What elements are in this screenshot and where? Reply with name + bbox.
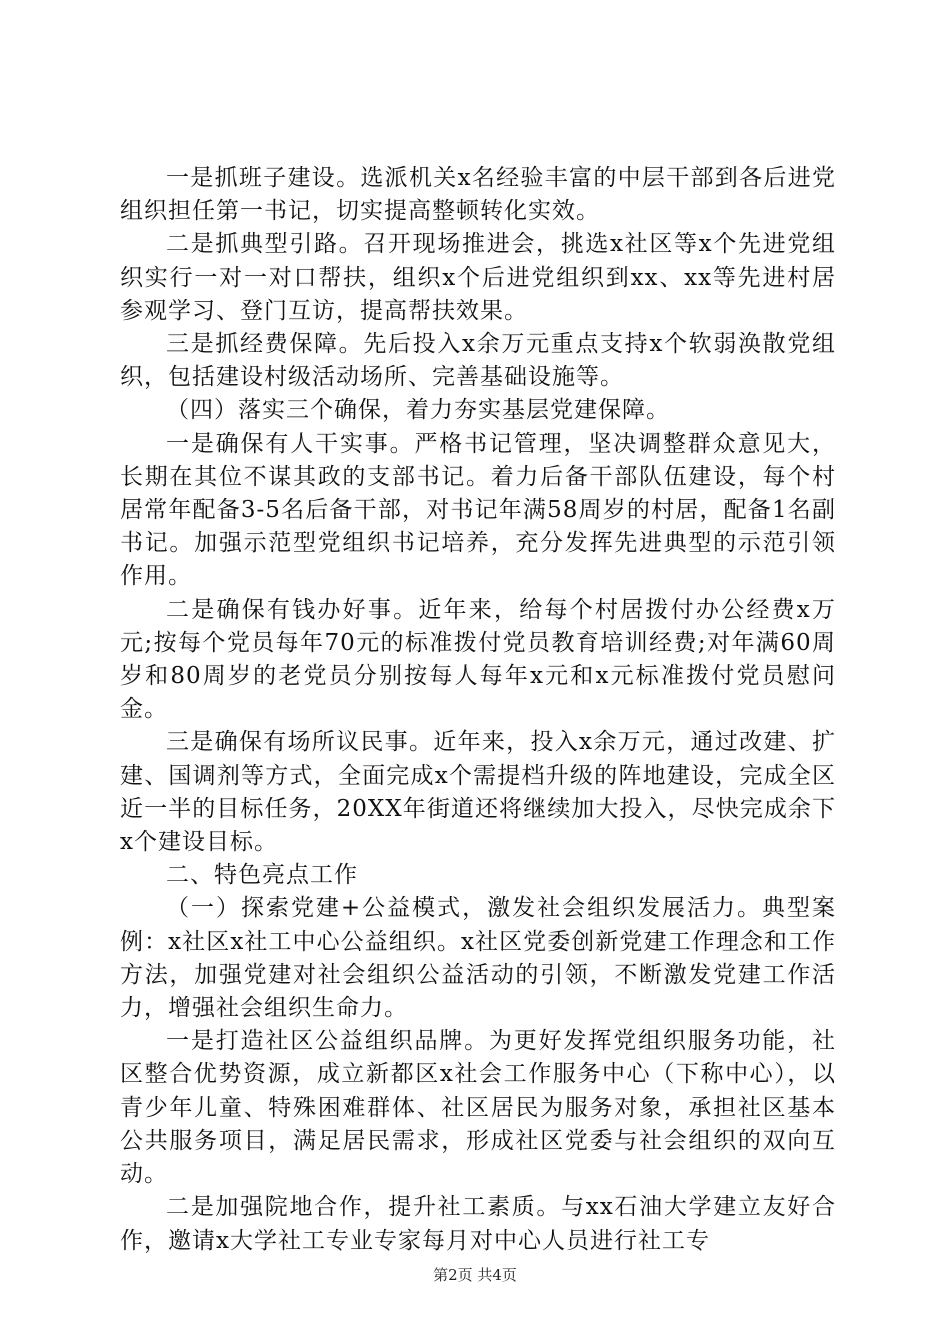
section-heading: 二、特色亮点工作 <box>166 862 358 889</box>
page-number-footer: 第2页 共4页 <box>433 1266 517 1284</box>
section-heading: （四）落实三个确保，着力夯实基层党建保障。 <box>166 397 670 424</box>
paragraph: 二是确保有钱办好事。近年来，给每个村居拨付办公经费x万元;按每个党员每年70元的标准拨付党员教育培训经费;对年满60周岁和80周岁的老党员分别按每人每年x元和x元标准拨付党员慰问金。 <box>120 596 836 723</box>
paragraph: 二是抓典型引路。召开现场推进会，挑选x社区等x个先进党组织实行一对一对口帮扶，组织x个后进党组织到xx、xx等先进村居参观学习、登门互访，提高帮扶效果。 <box>120 231 836 324</box>
paragraph: 三是抓经费保障。先后投入x余万元重点支持x个软弱涣散党组织，包括建设村级活动场所、完善基础设施等。 <box>120 331 836 391</box>
paragraph: 三是确保有场所议民事。近年来，投入x余万元，通过改建、扩建、国调剂等方式，全面完成x个需提档升级的阵地建设，完成全区近一半的目标任务，20XX年街道还将继续加大投入，尽快完成余下x个建设目标。 <box>120 729 836 856</box>
document-body <box>120 162 836 1258</box>
paragraph: 一是抓班子建设。选派机关x名经验丰富的中层干部到各后进党组织担任第一书记，切实提高整顿转化实效。 <box>120 165 836 225</box>
paragraph: 一是打造社区公益组织品牌。为更好发挥党组织服务功能，社区整合优势资源，成立新都区x社会工作服务中心（下称中心），以青少年儿童、特殊困难群体、社区居民为服务对象，承担社区基本公共服务项目，满足居民需求，形成社区党委与社会组织的双向互动。 <box>120 1028 836 1188</box>
paragraph: （一）探索党建+公益模式，激发社会组织发展活力。典型案例：x社区x社工中心公益组织。x社区党委创新党建工作理念和工作方法，加强党建对社会组织公益活动的引领，不断激发党建工作活力，增强社会组织生命力。 <box>120 895 836 1022</box>
paragraph: 一是确保有人干实事。严格书记管理，坚决调整群众意见大，长期在其位不谋其政的支部书记。着力后备干部队伍建设，每个村居常年配备3-5名后备干部，对书记年满58周岁的村居，配备1名副书记。加强示范型党组织书记培养，充分发挥先进典型的示范引领作用。 <box>120 430 836 590</box>
paragraph: 二是加强院地合作，提升社工素质。与xx石油大学建立友好合作，邀请x大学社工专业专家每月对中心人员进行社工专 <box>120 1194 836 1254</box>
